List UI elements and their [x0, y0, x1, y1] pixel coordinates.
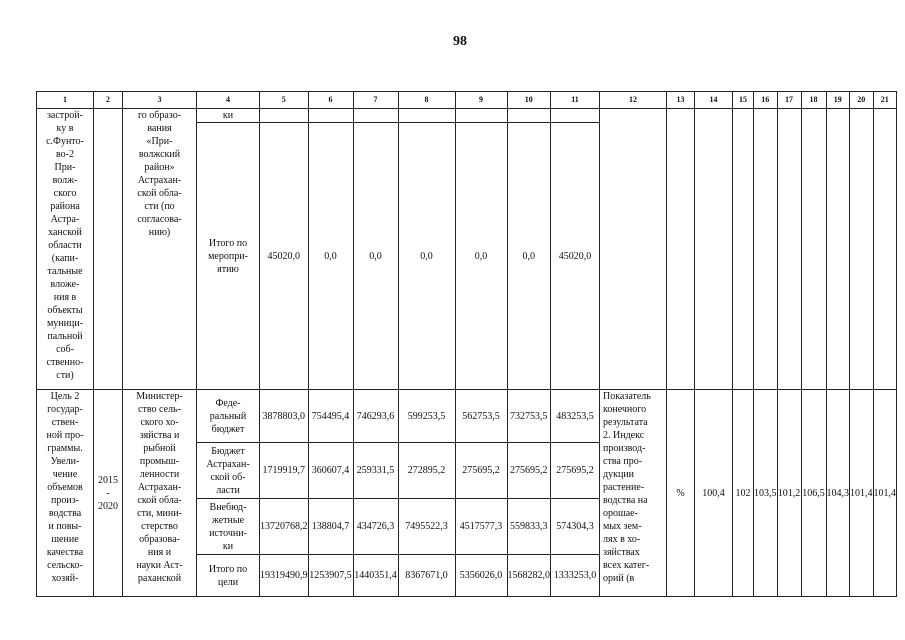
- value-cell: 19319490,9: [260, 555, 309, 597]
- source-cell: ки: [197, 109, 260, 123]
- header-cell: 9: [455, 92, 507, 109]
- value-cell: 5356026,0: [455, 555, 507, 597]
- column-number-row: [37, 92, 897, 109]
- value-cell: [260, 109, 309, 123]
- value-cell: 1568282,0: [507, 555, 551, 597]
- header-cell: 5: [260, 92, 309, 109]
- indicator-value-cell: [826, 109, 850, 390]
- value-cell: [507, 109, 551, 123]
- value-cell: 0,0: [353, 123, 398, 390]
- value-cell: 434726,3: [353, 499, 398, 555]
- value-cell: 0,0: [308, 123, 353, 390]
- header-cell: 6: [308, 92, 353, 109]
- value-cell: 3878803,0: [260, 390, 309, 443]
- value-cell: 8367671,0: [398, 555, 455, 597]
- value-cell: 1333253,0: [551, 555, 600, 597]
- value-cell: 4517577,3: [455, 499, 507, 555]
- header-cell: 17: [777, 92, 801, 109]
- goal-name-cell: Цель 2 государ- ствен- ной про- граммы. Увели- чение объемов произ- водства и повы- шение качества сельско- хозяй-: [37, 390, 94, 597]
- header-cell: 8: [398, 92, 455, 109]
- indicator-value-cell: [873, 109, 897, 390]
- value-cell: 574304,3: [551, 499, 600, 555]
- indicator-value-cell: [733, 109, 754, 390]
- header-cell: 4: [197, 92, 260, 109]
- measure-name-cell: застрой- ку в с.Фунто- во-2 При- волж- ского района Астра- ханской области (капи- тальные вложе- ния в объекты муници- пальной соб- ственно- сти): [37, 109, 94, 390]
- value-cell: 1253907,5: [308, 555, 353, 597]
- measure-row-top: [37, 109, 897, 123]
- value-cell: 0,0: [455, 123, 507, 390]
- value-cell: 1719919,7: [260, 443, 309, 499]
- indicator-value-cell: [801, 109, 826, 390]
- goal-row-federal: [37, 390, 897, 443]
- executor-cell: Министер- ство сель- ского хо- зяйства и рыбной промыш- ленности Астрахан- ской обла- сти, мини- стерство образова- ния и науки Аст- раханской: [123, 390, 197, 597]
- header-cell: 20: [850, 92, 874, 109]
- header-cell: 19: [826, 92, 850, 109]
- value-cell: 13720768,2: [260, 499, 309, 555]
- indicator-cell: Показатель конечного результата 2. Индекс производ- ства про- дукции растение- водства на орошае- мых зем- лях в хо- зяйствах всех катег- орий (в: [600, 390, 667, 597]
- header-cell: 13: [667, 92, 695, 109]
- source-cell: Бюджет Астрахан- ской об- ласти: [197, 443, 260, 499]
- source-cell: Итого по цели: [197, 555, 260, 597]
- value-cell: 138804,7: [308, 499, 353, 555]
- source-cell: Феде- ральный бюджет: [197, 390, 260, 443]
- indicator-value-cell: 103,5: [754, 390, 778, 597]
- header-cell: 10: [507, 92, 551, 109]
- unit-cell: [667, 109, 695, 390]
- indicator-value-cell: 102: [733, 390, 754, 597]
- value-cell: 275695,2: [507, 443, 551, 499]
- header-cell: 16: [754, 92, 778, 109]
- value-cell: 562753,5: [455, 390, 507, 443]
- value-cell: 0,0: [507, 123, 551, 390]
- indicator-value-cell: 101,2: [777, 390, 801, 597]
- value-cell: 272895,2: [398, 443, 455, 499]
- header-cell: 3: [123, 92, 197, 109]
- indicator-value-cell: 101,4: [850, 390, 874, 597]
- value-cell: 45020,0: [260, 123, 309, 390]
- header-cell: 7: [353, 92, 398, 109]
- value-cell: 732753,5: [507, 390, 551, 443]
- value-cell: 599253,5: [398, 390, 455, 443]
- value-cell: [398, 109, 455, 123]
- value-cell: 746293,6: [353, 390, 398, 443]
- indicator-value-cell: [850, 109, 874, 390]
- value-cell: [353, 109, 398, 123]
- executor-cell: го образо- вания «При- волжский район» Астрахан- ской обла- сти (по согласова- нию): [123, 109, 197, 390]
- period-cell: 2015 - 2020: [94, 390, 123, 597]
- indicator-value-cell: 104,3: [826, 390, 850, 597]
- indicator-value-cell: 100,4: [695, 390, 733, 597]
- header-cell: 11: [551, 92, 600, 109]
- value-cell: 7495522,3: [398, 499, 455, 555]
- indicator-value-cell: 106,5: [801, 390, 826, 597]
- value-cell: 259331,5: [353, 443, 398, 499]
- period-cell: [94, 109, 123, 390]
- header-cell: 21: [873, 92, 897, 109]
- value-cell: 275695,2: [455, 443, 507, 499]
- value-cell: [455, 109, 507, 123]
- unit-cell: %: [667, 390, 695, 597]
- budget-table: [36, 91, 897, 597]
- indicator-cell: [600, 109, 667, 390]
- source-cell: Итого по меропри- ятию: [197, 123, 260, 390]
- value-cell: 360607,4: [308, 443, 353, 499]
- value-cell: 483253,5: [551, 390, 600, 443]
- header-cell: 18: [801, 92, 826, 109]
- header-cell: 14: [695, 92, 733, 109]
- value-cell: 0,0: [398, 123, 455, 390]
- value-cell: 1440351,4: [353, 555, 398, 597]
- value-cell: [308, 109, 353, 123]
- header-cell: 15: [733, 92, 754, 109]
- indicator-value-cell: [695, 109, 733, 390]
- value-cell: 45020,0: [551, 123, 600, 390]
- value-cell: 754495,4: [308, 390, 353, 443]
- page-number: 98: [453, 34, 467, 49]
- header-cell: 1: [37, 92, 94, 109]
- indicator-value-cell: [754, 109, 778, 390]
- source-cell: Внебюд- жетные источни- ки: [197, 499, 260, 555]
- value-cell: 559833,3: [507, 499, 551, 555]
- indicator-value-cell: 101,4: [873, 390, 897, 597]
- value-cell: [551, 109, 600, 123]
- header-cell: 2: [94, 92, 123, 109]
- header-cell: 12: [600, 92, 667, 109]
- value-cell: 275695,2: [551, 443, 600, 499]
- indicator-value-cell: [777, 109, 801, 390]
